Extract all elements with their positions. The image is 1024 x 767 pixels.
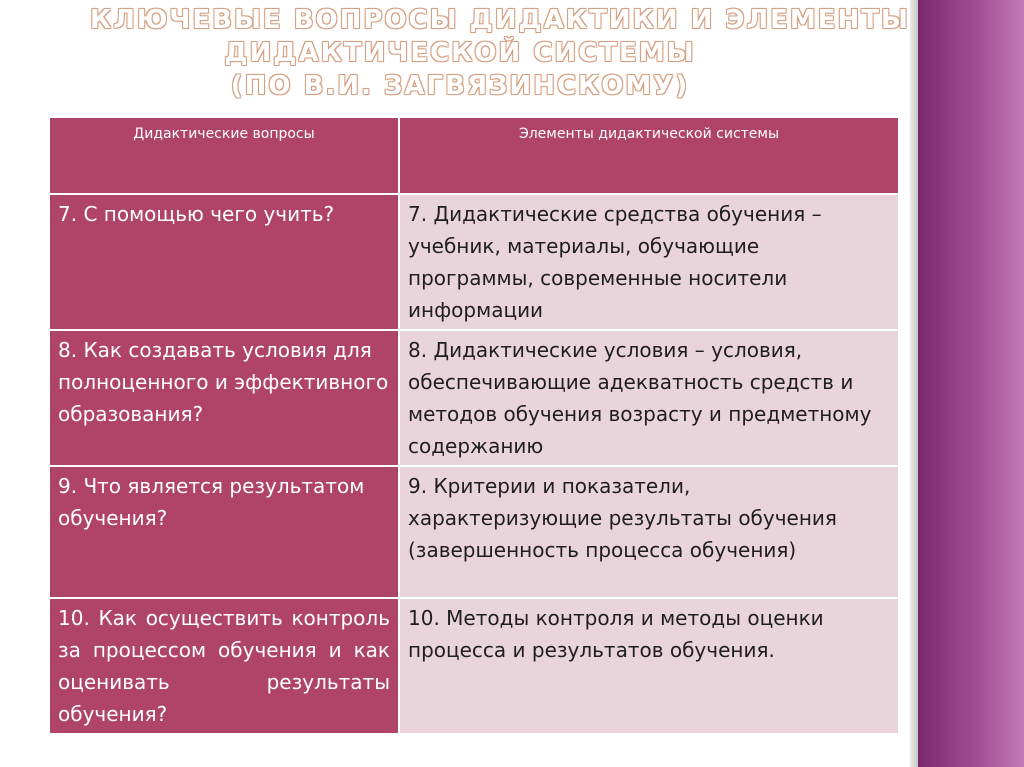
title-line-3: (ПО В.И. ЗАГВЯЗИНСКОМУ): [230, 71, 690, 101]
question-cell: 10. Как осуществить контроль за процессом обучения и как оценивать результаты обучения?: [49, 598, 399, 734]
element-cell: 10. Методы контроля и методы оценки процесса и результатов обучения.: [399, 598, 899, 734]
question-cell: 8. Как создавать условия для полноценного и эффективного образования?: [49, 330, 399, 466]
element-cell: 8. Дидактические условия – условия, обеспечивающие адекватность средств и методов обучения возрасту и предметному содержанию: [399, 330, 899, 466]
table-row: [49, 598, 899, 734]
didactic-table: [48, 116, 900, 735]
header-questions: Дидактические вопросы: [49, 117, 399, 194]
element-cell: 7. Дидактические средства обучения – учебник, материалы, обучающие программы, современные носители информации: [399, 194, 899, 330]
header-elements: Элементы дидактической системы: [399, 117, 899, 194]
table-row: [49, 330, 899, 466]
table-row: [49, 194, 899, 330]
table-row: [49, 466, 899, 598]
side-decor-panel: [918, 0, 1024, 767]
element-cell: 9. Критерии и показатели, характеризующие результаты обучения (завершенность процесса обучения): [399, 466, 899, 598]
question-cell: 7. С помощью чего учить?: [49, 194, 399, 330]
side-divider: [910, 0, 918, 767]
slide-title: [90, 4, 910, 103]
title-line-2: ДИДАКТИЧЕСКОЙ СИСТЕМЫ: [224, 38, 696, 68]
table-header-row: [49, 117, 899, 194]
title-line-1: КЛЮЧЕВЫЕ ВОПРОСЫ ДИДАКТИКИ И ЭЛЕМЕНТЫ: [90, 5, 910, 35]
question-cell: 9. Что является результатом обучения?: [49, 466, 399, 598]
